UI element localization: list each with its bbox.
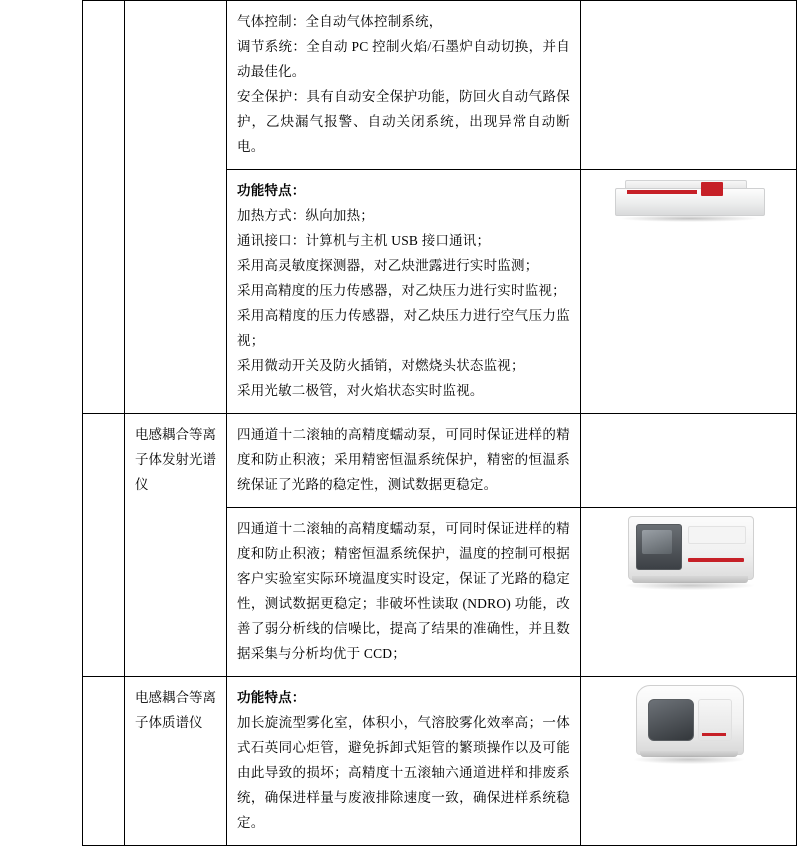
icp-ms-instrument-photo — [626, 677, 752, 769]
row-description-cell — [227, 1, 581, 170]
specification-table — [82, 0, 797, 846]
row-description-cell — [227, 677, 581, 846]
paragraph: 加热方式：纵向加热； — [237, 208, 374, 223]
row-spacer-cell — [83, 414, 125, 677]
image-container — [581, 170, 796, 232]
table-row — [83, 414, 797, 508]
instrument-name: 电感耦合等离子体质谱仪 — [135, 690, 216, 730]
paragraph: 采用高灵敏度探测器，对乙炔泄露进行实时监测； — [237, 258, 539, 273]
paragraph: 四通道十二滚轴的高精度蠕动泵，可同时保证进样的精度和防止积液；精密恒温系统保护，温度的控制可根据客户实验室实际环境温度实时设定，保证了光路的稳定性，测试数据更稳定；非破坏性读取 (NDRO) 功能，改善了弱分析线的信噪比，提高了结果的准确性，并且数据采集与分析均优于 CCD； — [237, 521, 570, 661]
row-spacer-cell — [83, 677, 125, 846]
paragraph: 通讯接口：计算机与主机 USB 接口通讯； — [237, 233, 491, 248]
paragraph-heading: 功能特点： — [237, 690, 306, 705]
row-image-cell — [581, 677, 797, 846]
table-row — [83, 677, 797, 846]
atomic-absorption-spectrometer-photo — [609, 170, 769, 232]
row-name-cell — [125, 677, 227, 846]
description-text — [227, 414, 580, 507]
row-name-cell — [125, 1, 227, 414]
row-description-cell — [227, 414, 581, 508]
row-description-cell — [227, 508, 581, 677]
paragraph: 四通道十二滚轴的高精度蠕动泵，可同时保证进样的精度和防止积液；采用精密恒温系统保护，精密的恒温系统保证了光路的稳定性，测试数据更稳定。 — [237, 427, 570, 492]
image-container — [581, 508, 796, 594]
image-container — [581, 677, 796, 769]
description-text — [227, 508, 580, 676]
row-description-cell — [227, 170, 581, 414]
row-spacer-cell — [83, 1, 125, 414]
paragraph: 采用微动开关及防火插销，对燃烧头状态监视； — [237, 358, 525, 373]
paragraph: 加长旋流型雾化室，体积小，气溶胶雾化效率高；一体式石英同心炬管，避免拆卸式矩管的繁琐操作以及可能由此导致的损坏；高精度十五滚轴六通道进样和排废系统，确保进样量与废液排除速度一致，确保进样系统稳定。 — [237, 715, 570, 830]
row-name-cell — [125, 414, 227, 677]
description-text — [227, 677, 580, 845]
row-image-cell — [581, 170, 797, 414]
paragraph: 采用光敏二极管，对火焰状态实时监视。 — [237, 383, 484, 398]
paragraph: 采用高精度的压力传感器，对乙炔压力进行实时监视； — [237, 283, 566, 298]
row-image-cell — [581, 414, 797, 508]
row-image-cell — [581, 1, 797, 170]
paragraph: 安全保护：具有自动安全保护功能，防回火自动气路保护，乙炔漏气报警、自动关闭系统，出现异常自动断电。 — [237, 89, 570, 154]
paragraph-heading: 功能特点： — [237, 183, 306, 198]
table-row — [83, 1, 797, 170]
icp-oes-instrument-photo — [614, 508, 764, 594]
paragraph: 调节系统：全自动 PC 控制火焰/石墨炉自动切换，并自动最佳化。 — [237, 39, 570, 79]
description-text — [227, 170, 580, 413]
paragraph: 采用高精度的压力传感器，对乙炔压力进行空气压力监视； — [237, 308, 570, 348]
row-image-cell — [581, 508, 797, 677]
instrument-name: 电感耦合等离子体发射光谱仪 — [135, 427, 216, 492]
paragraph: 气体控制：全自动气体控制系统， — [237, 14, 443, 29]
description-text — [227, 1, 580, 169]
